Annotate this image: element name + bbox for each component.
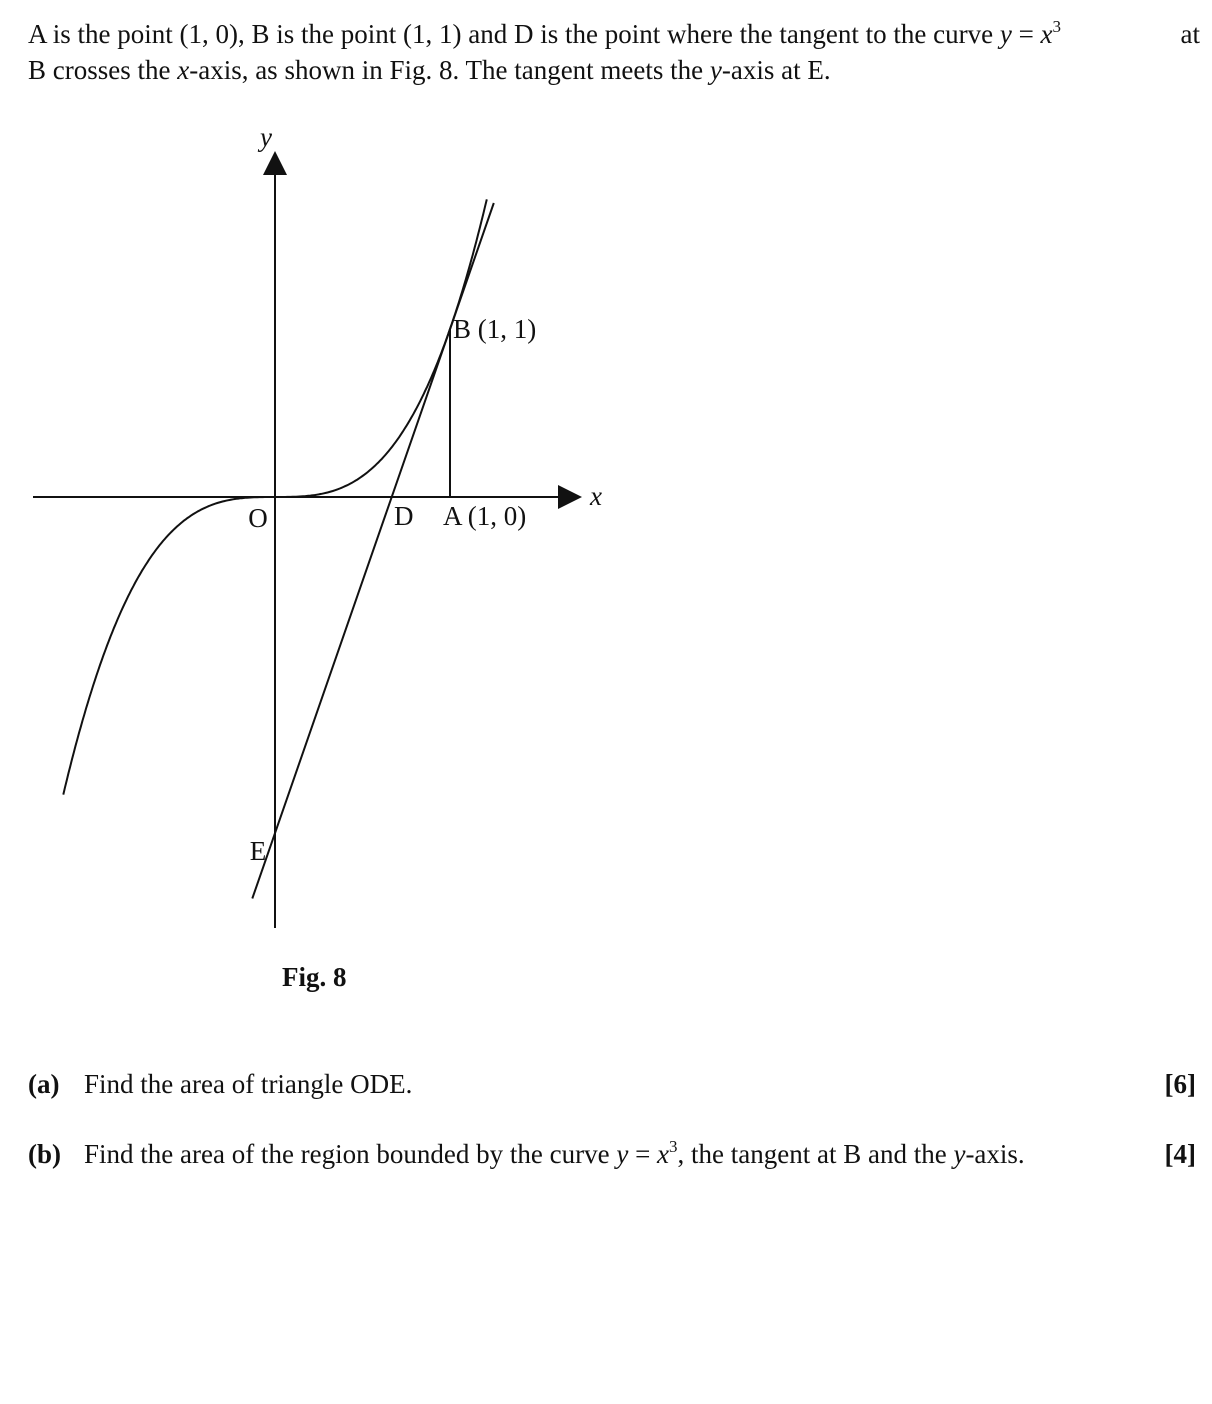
question-b-text-middle: , the tangent at B and the bbox=[677, 1139, 954, 1169]
point-b-label: B (1, 1) bbox=[453, 314, 537, 344]
tangent-line-at-b bbox=[249, 203, 493, 899]
intro-curve-power: 3 bbox=[1052, 17, 1062, 36]
question-a bbox=[28, 1066, 1196, 1102]
intro-text-part4: -axis, as shown in Fig. 8. The tangent meets the bbox=[189, 55, 710, 85]
intro-text-part1: A is the point (1, 0), B is the point (1, 1) and D is the point where the tangent to the curve bbox=[28, 19, 1000, 49]
question-b-text-before: Find the area of the region bounded by the curve bbox=[84, 1139, 617, 1169]
intro-line-1-main bbox=[28, 16, 1061, 52]
intro-curve-equals: = bbox=[1011, 19, 1041, 49]
question-b bbox=[28, 1136, 1196, 1172]
point-a-label: A (1, 0) bbox=[443, 501, 527, 531]
question-b-text-after: -axis. bbox=[965, 1139, 1025, 1169]
intro-curve-y: y bbox=[999, 19, 1012, 49]
x-axis-label: x bbox=[590, 481, 602, 511]
point-e-label: E bbox=[249, 836, 267, 866]
question-b-curve-x: x bbox=[657, 1139, 670, 1169]
question-b-label: (b) bbox=[28, 1139, 61, 1169]
intro-text-part3: B crosses the bbox=[28, 55, 178, 85]
question-b-marks: [4] bbox=[1164, 1139, 1196, 1169]
intro-line-1 bbox=[28, 16, 1200, 52]
question-a-text: Find the area of triangle ODE. bbox=[84, 1069, 413, 1099]
figure-caption: Fig. 8 bbox=[282, 962, 347, 992]
intro-curve-x: x bbox=[1040, 19, 1053, 49]
question-b-curve-power: 3 bbox=[669, 1137, 678, 1156]
question-a-marks: [6] bbox=[1164, 1069, 1196, 1099]
question-b-y-variable: y bbox=[953, 1139, 966, 1169]
question-b-text bbox=[84, 1136, 1165, 1172]
question-b-curve-y: y bbox=[616, 1139, 629, 1169]
question-b-curve-equals: = bbox=[628, 1139, 658, 1169]
origin-label: O bbox=[248, 503, 268, 533]
point-d-label: D bbox=[394, 501, 414, 531]
intro-y-variable: y bbox=[709, 55, 722, 85]
y-axis-label: y bbox=[260, 122, 272, 152]
intro-line-2 bbox=[28, 52, 1200, 88]
intro-text-part2: at bbox=[1180, 19, 1200, 49]
fig-8-diagram bbox=[0, 110, 700, 1010]
question-a-label: (a) bbox=[28, 1069, 60, 1099]
intro-text-part5: -axis at E. bbox=[721, 55, 831, 85]
question-intro bbox=[28, 16, 1200, 88]
intro-x-variable: x bbox=[177, 55, 190, 85]
